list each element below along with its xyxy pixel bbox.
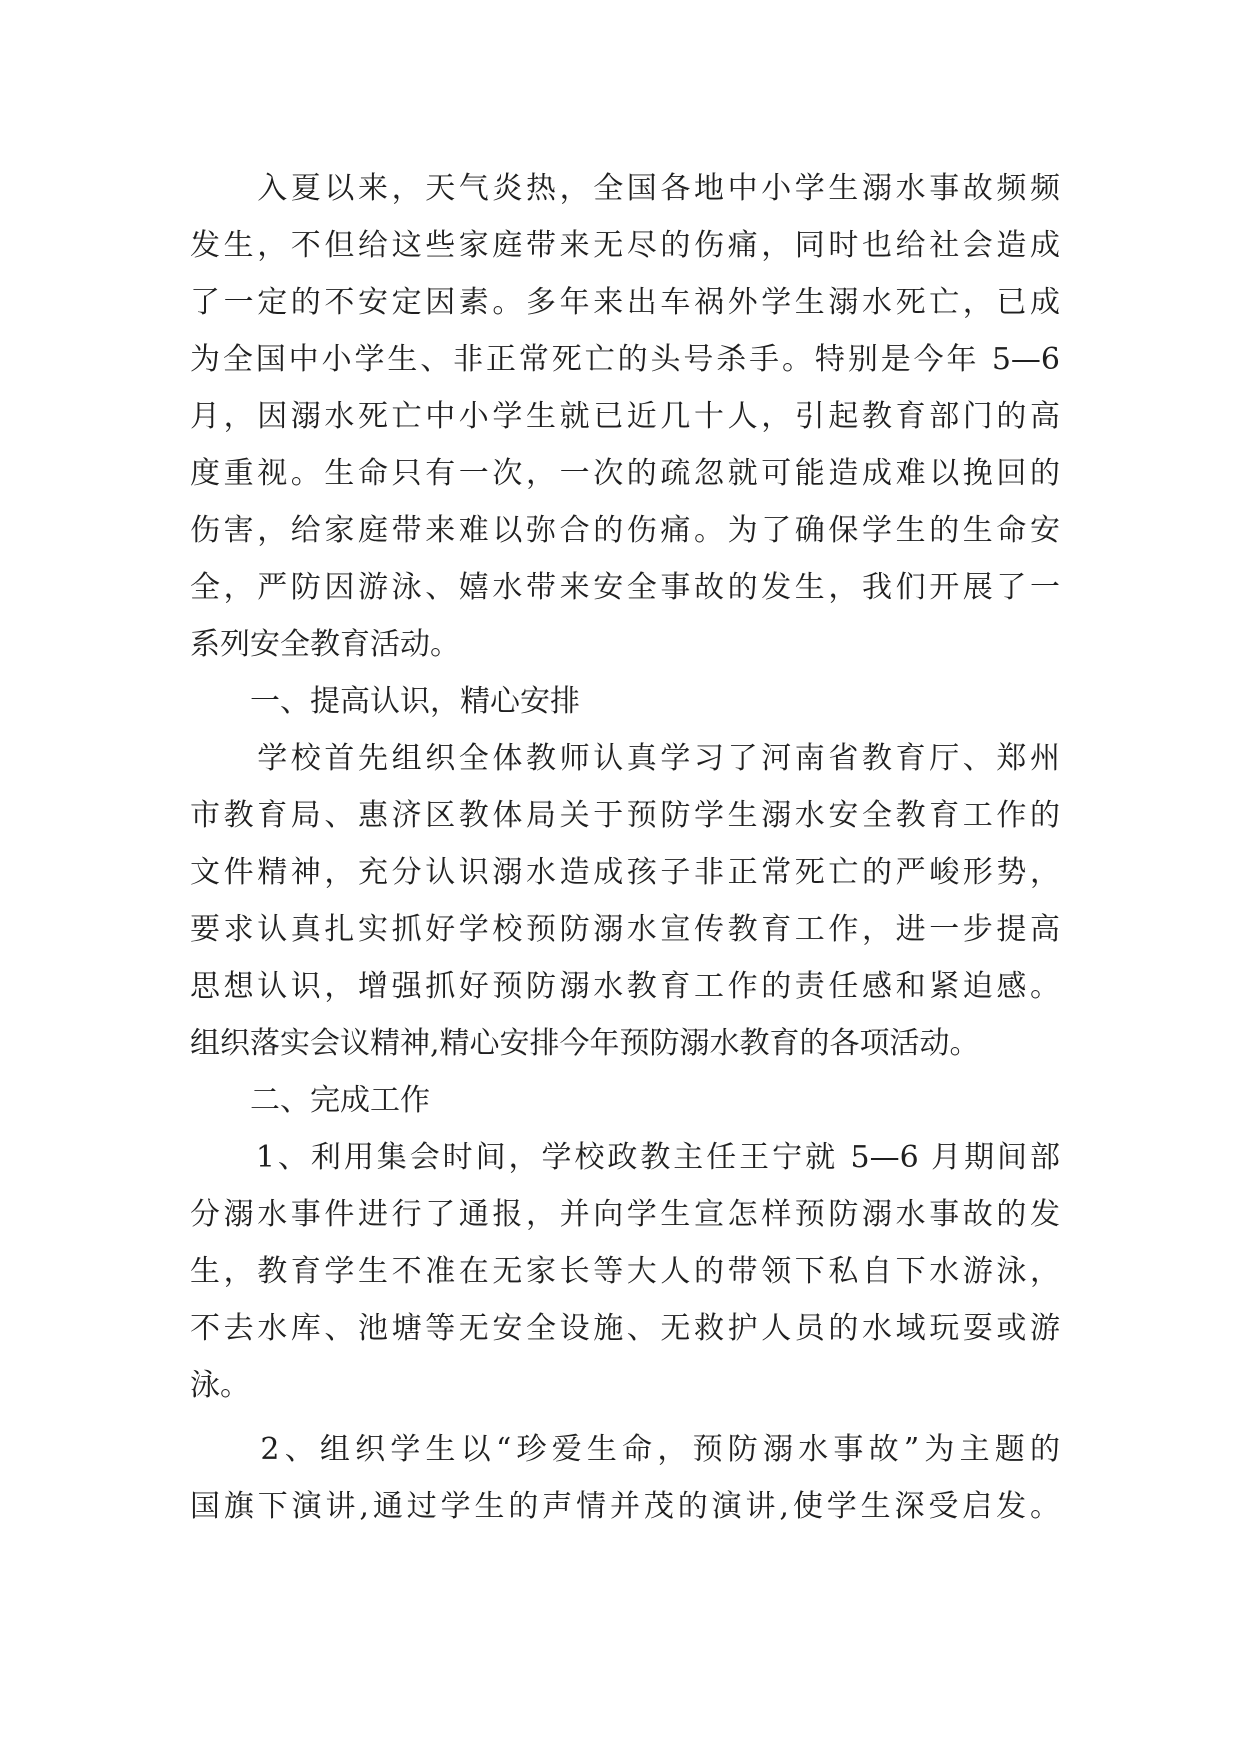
text-line: 生，教育学生不准在无家长等大人的带领下私自下水游泳， [190, 1254, 1060, 1289]
section-heading-2 [190, 1072, 1060, 1129]
text-line: 为全国中小学生、非正常死亡的头号杀手。特别是今年 5—6 [190, 342, 1060, 377]
heading-text: 一、提高认识，精心安排 [190, 684, 580, 719]
heading-text: 二、完成工作 [190, 1083, 430, 1118]
text-line: 系列安全教育活动。 [190, 627, 460, 662]
text-line: 分溺水事件进行了通报，并向学生宣怎样预防溺水事故的发 [190, 1197, 1060, 1232]
text-line: 发生，不但给这些家庭带来无尽的伤痛，同时也给社会造成 [190, 228, 1060, 263]
text-line: 月，因溺水死亡中小学生就已近几十人，引起教育部门的高 [190, 399, 1060, 434]
text-line: 伤害，给家庭带来难以弥合的伤痛。为了确保学生的生命安 [190, 513, 1060, 548]
text-line: 组织落实会议精神,精心安排今年预防溺水教育的各项活动。 [190, 1026, 980, 1061]
paragraph-gap [190, 1414, 1060, 1421]
text-line: 要求认真扎实抓好学校预防溺水宣传教育工作，进一步提高 [190, 912, 1060, 947]
document-body [190, 160, 1060, 1535]
paragraph-item-1 [190, 1129, 1060, 1414]
paragraph-item-2 [190, 1421, 1060, 1535]
text-line: 度重视。生命只有一次，一次的疏忽就可能造成难以挽回的 [190, 456, 1060, 491]
paragraph-study [190, 730, 1060, 1072]
text-line: 学校首先组织全体教师认真学习了河南省教育厅、郑州 [190, 741, 1060, 776]
text-line: 不去水库、池塘等无安全设施、无救护人员的水域玩耍或游 [190, 1311, 1060, 1346]
section-heading-1 [190, 673, 1060, 730]
text-line: 文件精神，充分认识溺水造成孩子非正常死亡的严峻形势， [190, 855, 1060, 890]
text-line: 思想认识，增强抓好预防溺水教育工作的责任感和紧迫感。 [190, 969, 1060, 1004]
paragraph-intro [190, 160, 1060, 673]
text-line: 全，严防因游泳、嬉水带来安全事故的发生，我们开展了一 [190, 570, 1060, 605]
text-line: 市教育局、惠济区教体局关于预防学生溺水安全教育工作的 [190, 798, 1060, 833]
text-line: 泳。 [190, 1368, 250, 1403]
text-line: 入夏以来，天气炎热，全国各地中小学生溺水事故频频 [190, 171, 1060, 206]
text-line: 国旗下演讲,通过学生的声情并茂的演讲,使学生深受启发。 [190, 1489, 1060, 1524]
text-line: 了一定的不安定因素。多年来出车祸外学生溺水死亡，已成 [190, 285, 1060, 320]
text-line: 1、利用集会时间，学校政教主任王宁就 5—6 月期间部 [190, 1140, 1060, 1175]
text-line: 2、组织学生以“珍爱生命，预防溺水事故”为主题的 [190, 1432, 1060, 1467]
